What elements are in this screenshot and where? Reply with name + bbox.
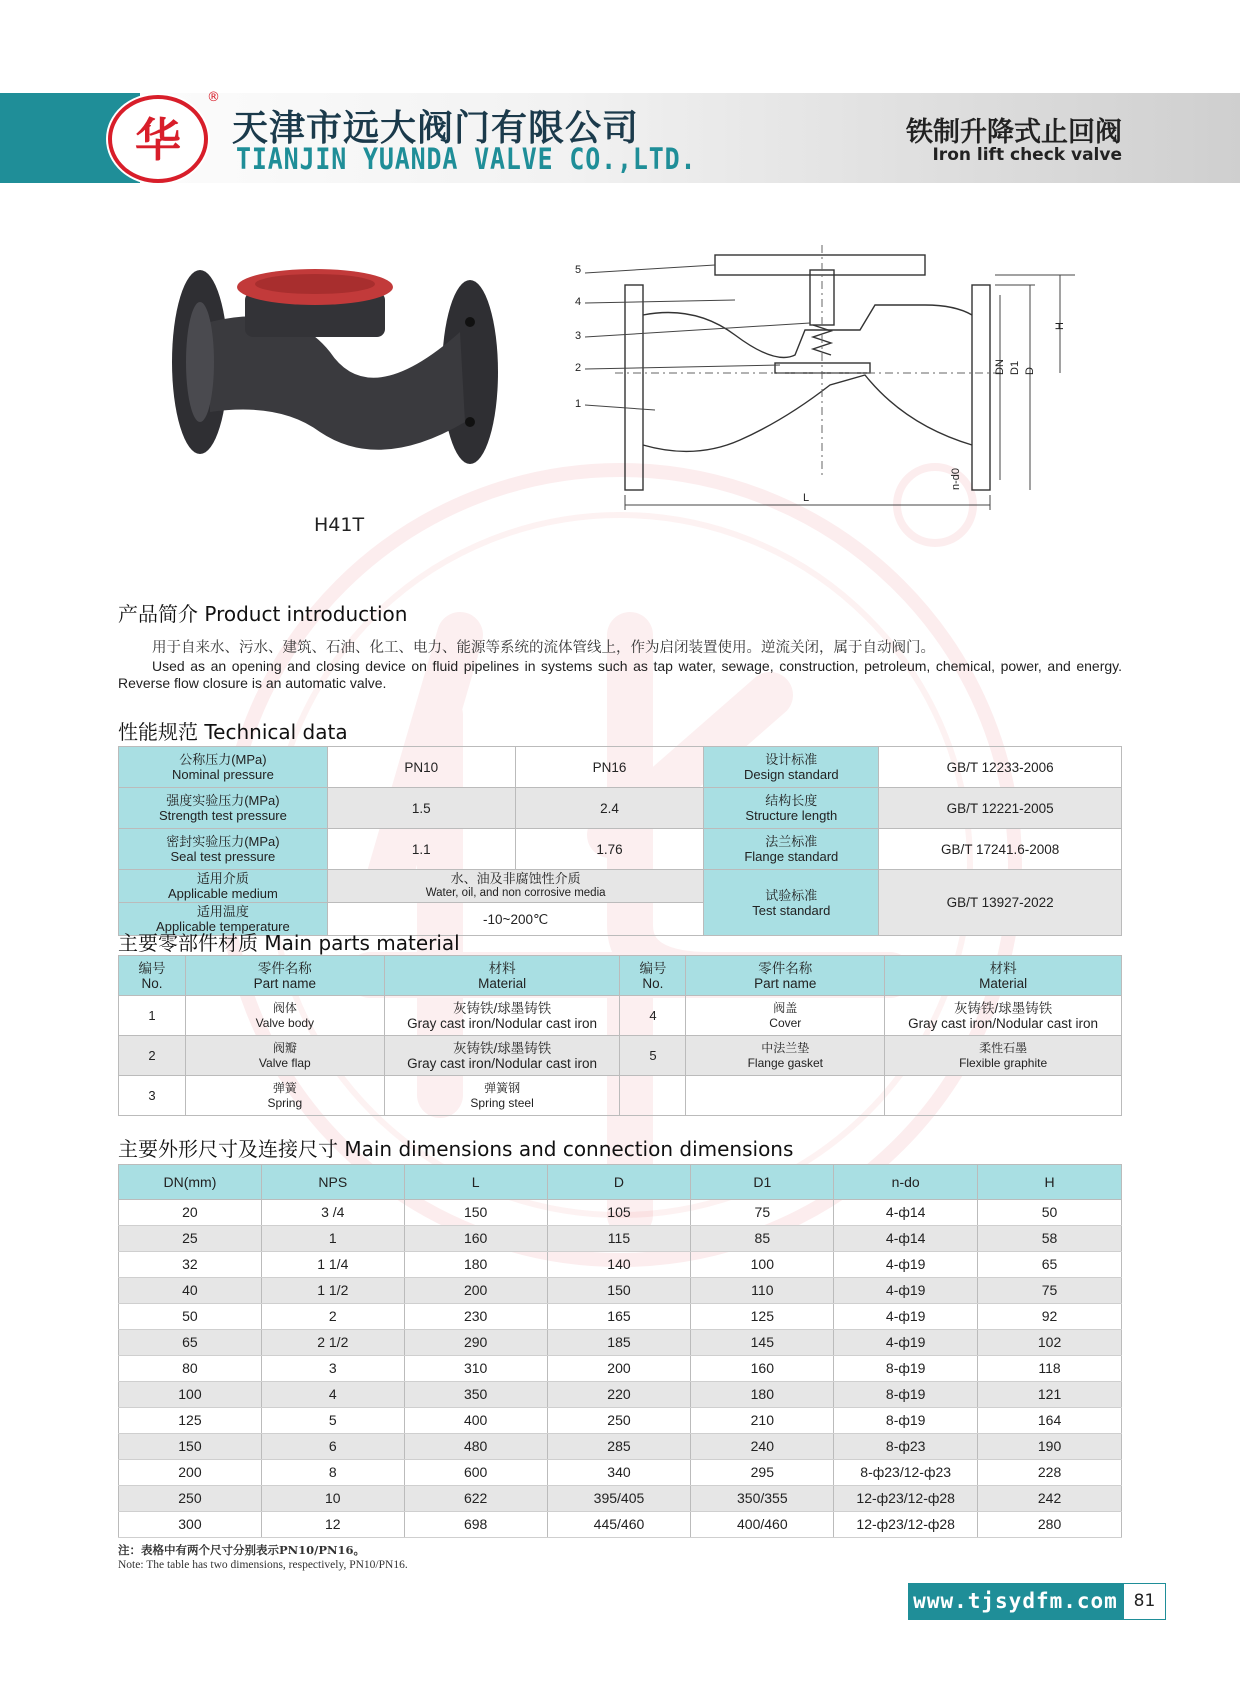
dim-cell: 445/460 xyxy=(547,1512,691,1538)
dim-label-d1: D1 xyxy=(1009,360,1021,375)
dim-cell: 12-ф23/12-ф28 xyxy=(834,1486,978,1512)
dim-cell: 1 1/4 xyxy=(261,1252,404,1278)
dim-cell: 8-ф19 xyxy=(834,1408,978,1434)
company-name-en: TIANJIN YUANDA VALVE CO.,LTD. xyxy=(236,142,697,176)
dim-cell: 4-ф14 xyxy=(834,1226,978,1252)
dim-label-d: D xyxy=(1024,367,1036,375)
dim-cell: 6 xyxy=(261,1434,404,1460)
col-no: 编号 No. xyxy=(119,956,186,996)
part-name: 中法兰垫 Flange gasket xyxy=(686,1036,885,1076)
empty-cell xyxy=(885,1076,1122,1116)
strength-pn10-value: 1.5 xyxy=(327,788,515,829)
dim-cell: 150 xyxy=(547,1278,691,1304)
medium-value: 水、油及非腐蚀性介质 Water, oil, and non corrosive media xyxy=(327,870,704,903)
col-part-name: 零件名称 Part name xyxy=(185,956,384,996)
seal-pressure-label: 密封实验压力(MPa) Seal test pressure xyxy=(119,829,328,870)
dim-col-header: H xyxy=(978,1165,1122,1200)
dim-cell: 200 xyxy=(547,1356,691,1382)
dim-cell: 102 xyxy=(978,1330,1122,1356)
dim-cell: 25 xyxy=(119,1226,262,1252)
table-row xyxy=(119,1356,1122,1382)
material-row xyxy=(119,1036,1122,1076)
dim-cell: 400 xyxy=(404,1408,547,1434)
part-name: 阀盖 Cover xyxy=(686,996,885,1036)
dim-cell: 480 xyxy=(404,1434,547,1460)
dimensions-heading: 主要外形尺寸及连接尺寸 Main dimensions and connection dimensions xyxy=(118,1137,794,1161)
empty-cell xyxy=(620,1076,686,1116)
dim-cell: 230 xyxy=(404,1304,547,1330)
materials-heading: 主要零部件材质 Main parts material xyxy=(118,931,460,955)
dim-cell: 121 xyxy=(978,1382,1122,1408)
dim-cell: 395/405 xyxy=(547,1486,691,1512)
valve-photo xyxy=(170,262,510,502)
part-name: 阀体 Valve body xyxy=(185,996,384,1036)
dim-cell: 210 xyxy=(691,1408,834,1434)
col-material-2: 材料 Material xyxy=(885,956,1122,996)
website-link[interactable]: www.tjsydfm.com xyxy=(908,1583,1123,1620)
dim-cell: 350 xyxy=(404,1382,547,1408)
dim-cell: 340 xyxy=(547,1460,691,1486)
dim-cell: 220 xyxy=(547,1382,691,1408)
dim-label-ndo: n-d0 xyxy=(950,467,962,490)
dim-cell: 50 xyxy=(978,1200,1122,1226)
dim-cell: 5 xyxy=(261,1408,404,1434)
col-no-2: 编号 No. xyxy=(620,956,686,996)
intro-heading: 产品简介 Product introduction xyxy=(118,602,408,626)
dim-col-header: D xyxy=(547,1165,691,1200)
dim-col-header: n-do xyxy=(834,1165,978,1200)
dim-cell: 4-ф19 xyxy=(834,1304,978,1330)
material-row xyxy=(119,1076,1122,1116)
strength-pn16-value: 2.4 xyxy=(515,788,704,829)
table-row xyxy=(119,1330,1122,1356)
medium-label: 适用介质 Applicable medium xyxy=(119,870,328,903)
pn10-header: PN10 xyxy=(327,747,515,788)
design-standard-label: 设计标准 Design standard xyxy=(704,747,879,788)
strength-pressure-label: 强度实验压力(MPa) Strength test pressure xyxy=(119,788,328,829)
dim-label-h: H xyxy=(1054,322,1066,330)
dim-cell: 1 1/2 xyxy=(261,1278,404,1304)
part-label-3: 3 xyxy=(575,330,582,342)
table-row xyxy=(119,1304,1122,1330)
dim-cell: 8 xyxy=(261,1460,404,1486)
logo-char: 华 xyxy=(135,113,181,167)
empty-cell xyxy=(686,1076,885,1116)
dim-cell: 240 xyxy=(691,1434,834,1460)
part-no: 5 xyxy=(620,1036,686,1076)
part-no: 1 xyxy=(119,996,186,1036)
dim-cell: 125 xyxy=(119,1408,262,1434)
registered-mark: ® xyxy=(207,90,220,105)
dim-cell: 1 xyxy=(261,1226,404,1252)
dim-cell: 105 xyxy=(547,1200,691,1226)
dim-cell: 280 xyxy=(978,1512,1122,1538)
dim-cell: 140 xyxy=(547,1252,691,1278)
part-label-5: 5 xyxy=(575,264,582,276)
col-material: 材料 Material xyxy=(384,956,620,996)
dim-cell: 285 xyxy=(547,1434,691,1460)
dim-cell: 3 /4 xyxy=(261,1200,404,1226)
valve-section-drawing xyxy=(575,245,1080,525)
dim-cell: 40 xyxy=(119,1278,262,1304)
table-row xyxy=(119,1226,1122,1252)
dim-cell: 300 xyxy=(119,1512,262,1538)
dim-cell: 8-ф23 xyxy=(834,1434,978,1460)
part-label-2: 2 xyxy=(575,362,582,374)
table-row xyxy=(119,1200,1122,1226)
part-no: 3 xyxy=(119,1076,186,1116)
structure-length-value: GB/T 12221-2005 xyxy=(879,788,1122,829)
table-row xyxy=(119,1512,1122,1538)
part-label-1: 1 xyxy=(575,398,582,410)
part-material: 灰铸铁/球墨铸铁 Gray cast iron/Nodular cast iron xyxy=(885,996,1122,1036)
dim-cell: 80 xyxy=(119,1356,262,1382)
dim-cell: 250 xyxy=(547,1408,691,1434)
model-label: H41T xyxy=(314,514,365,536)
dim-cell: 310 xyxy=(404,1356,547,1382)
dim-cell: 65 xyxy=(978,1252,1122,1278)
dim-cell: 65 xyxy=(119,1330,262,1356)
dim-col-header: NPS xyxy=(261,1165,404,1200)
table-row xyxy=(119,1382,1122,1408)
part-material: 柔性石墨 Flexible graphite xyxy=(885,1036,1122,1076)
dim-cell: 250 xyxy=(119,1486,262,1512)
technical-heading: 性能规范 Technical data xyxy=(118,720,348,744)
dim-cell: 160 xyxy=(691,1356,834,1382)
dim-cell: 145 xyxy=(691,1330,834,1356)
table-row xyxy=(119,1252,1122,1278)
dim-cell: 20 xyxy=(119,1200,262,1226)
company-name-cn: 天津市远大阀门有限公司 xyxy=(232,108,640,149)
dim-cell: 185 xyxy=(547,1330,691,1356)
part-name: 阀瓣 Valve flap xyxy=(185,1036,384,1076)
table-row xyxy=(119,1486,1122,1512)
dim-col-header: D1 xyxy=(691,1165,834,1200)
dim-cell: 4-ф19 xyxy=(834,1252,978,1278)
col-part-name-2: 零件名称 Part name xyxy=(686,956,885,996)
dim-cell: 150 xyxy=(404,1200,547,1226)
dim-label-dn: DN xyxy=(994,359,1006,375)
dim-cell: 295 xyxy=(691,1460,834,1486)
part-material: 弹簧钢 Spring steel xyxy=(384,1076,620,1116)
dim-cell: 200 xyxy=(119,1460,262,1486)
dim-cell: 3 xyxy=(261,1356,404,1382)
dim-cell: 200 xyxy=(404,1278,547,1304)
part-name: 弹簧 Spring xyxy=(185,1076,384,1116)
dim-cell: 180 xyxy=(404,1252,547,1278)
dim-cell: 12 xyxy=(261,1512,404,1538)
dim-cell: 100 xyxy=(119,1382,262,1408)
dim-col-header: L xyxy=(404,1165,547,1200)
dim-cell: 8-ф19 xyxy=(834,1382,978,1408)
dim-cell: 600 xyxy=(404,1460,547,1486)
table-row xyxy=(119,1460,1122,1486)
temperature-value: -10~200℃ xyxy=(327,903,704,936)
dim-cell: 110 xyxy=(691,1278,834,1304)
dim-cell: 92 xyxy=(978,1304,1122,1330)
dim-cell: 75 xyxy=(978,1278,1122,1304)
dim-cell: 150 xyxy=(119,1434,262,1460)
dim-cell: 2 xyxy=(261,1304,404,1330)
dim-cell: 622 xyxy=(404,1486,547,1512)
materials-table xyxy=(118,955,1122,1116)
dim-cell: 228 xyxy=(978,1460,1122,1486)
dim-cell: 350/355 xyxy=(691,1486,834,1512)
part-no: 4 xyxy=(620,996,686,1036)
dim-cell: 125 xyxy=(691,1304,834,1330)
dim-cell: 8-ф23/12-ф23 xyxy=(834,1460,978,1486)
dim-cell: 2 1/2 xyxy=(261,1330,404,1356)
seal-pn16-value: 1.76 xyxy=(515,829,704,870)
dim-cell: 4-ф19 xyxy=(834,1330,978,1356)
dim-cell: 85 xyxy=(691,1226,834,1252)
dim-cell: 400/460 xyxy=(691,1512,834,1538)
dim-cell: 165 xyxy=(547,1304,691,1330)
note-en: Note: The table has two dimensions, respectively, PN10/PN16. xyxy=(118,1559,408,1571)
dim-cell: 242 xyxy=(978,1486,1122,1512)
intro-text-en: Used as an opening and closing device on fluid pipelines in systems such as tap water, sewage, construction, petroleum, chemical, power, and energy. Reverse flow closure is an automatic valve. xyxy=(118,658,1122,691)
pn16-header: PN16 xyxy=(515,747,704,788)
dim-cell: 100 xyxy=(691,1252,834,1278)
design-standard-value: GB/T 12233-2006 xyxy=(879,747,1122,788)
dim-cell: 75 xyxy=(691,1200,834,1226)
dim-cell: 4-ф19 xyxy=(834,1278,978,1304)
dim-cell: 180 xyxy=(691,1382,834,1408)
seal-pn10-value: 1.1 xyxy=(327,829,515,870)
material-row xyxy=(119,996,1122,1036)
dim-cell: 10 xyxy=(261,1486,404,1512)
page-number: 81 xyxy=(1123,1583,1166,1620)
flange-standard-label: 法兰标准 Flange standard xyxy=(704,829,879,870)
dim-cell: 50 xyxy=(119,1304,262,1330)
dim-cell: 4-ф14 xyxy=(834,1200,978,1226)
part-material: 灰铸铁/球墨铸铁 Gray cast iron/Nodular cast iron xyxy=(384,1036,620,1076)
product-title-en: Iron lift check valve xyxy=(932,145,1122,165)
dim-cell: 160 xyxy=(404,1226,547,1252)
test-standard-value: GB/T 13927-2022 xyxy=(879,870,1122,936)
dim-cell: 118 xyxy=(978,1356,1122,1382)
intro-text-cn: 用于自来水、污水、建筑、石油、化工、电力、能源等系统的流体管线上，作为启闭装置使用。逆流关闭，属于自动阀门。 xyxy=(152,640,935,656)
dim-cell: 190 xyxy=(978,1434,1122,1460)
company-logo xyxy=(103,91,213,187)
flange-standard-value: GB/T 17241.6-2008 xyxy=(879,829,1122,870)
part-material: 灰铸铁/球墨铸铁 Gray cast iron/Nodular cast iron xyxy=(384,996,620,1036)
product-title-cn: 铁制升降式止回阀 xyxy=(906,117,1122,148)
dim-cell: 4 xyxy=(261,1382,404,1408)
dim-cell: 164 xyxy=(978,1408,1122,1434)
table-row xyxy=(119,1278,1122,1304)
part-no: 2 xyxy=(119,1036,186,1076)
dim-cell: 12-ф23/12-ф28 xyxy=(834,1512,978,1538)
dim-cell: 8-ф19 xyxy=(834,1356,978,1382)
dim-cell: 290 xyxy=(404,1330,547,1356)
dimensions-table xyxy=(118,1164,1122,1538)
dim-cell: 115 xyxy=(547,1226,691,1252)
dim-cell: 32 xyxy=(119,1252,262,1278)
dim-cell: 698 xyxy=(404,1512,547,1538)
technical-data-table xyxy=(118,746,1122,936)
nominal-pressure-label: 公称压力(MPa) Nominal pressure xyxy=(119,747,328,788)
test-standard-label: 试验标准 Test standard xyxy=(704,870,879,936)
dim-label-l: L xyxy=(803,492,810,504)
structure-length-label: 结构长度 Structure length xyxy=(704,788,879,829)
dim-col-header: DN(mm) xyxy=(119,1165,262,1200)
temperature-label: 适用温度 Applicable temperature xyxy=(119,903,328,936)
note-cn: 注：表格中有两个尺寸分别表示PN10/PN16。 xyxy=(118,1543,366,1557)
table-row xyxy=(119,1434,1122,1460)
dim-cell: 58 xyxy=(978,1226,1122,1252)
part-label-4: 4 xyxy=(575,296,582,308)
table-row xyxy=(119,1408,1122,1434)
